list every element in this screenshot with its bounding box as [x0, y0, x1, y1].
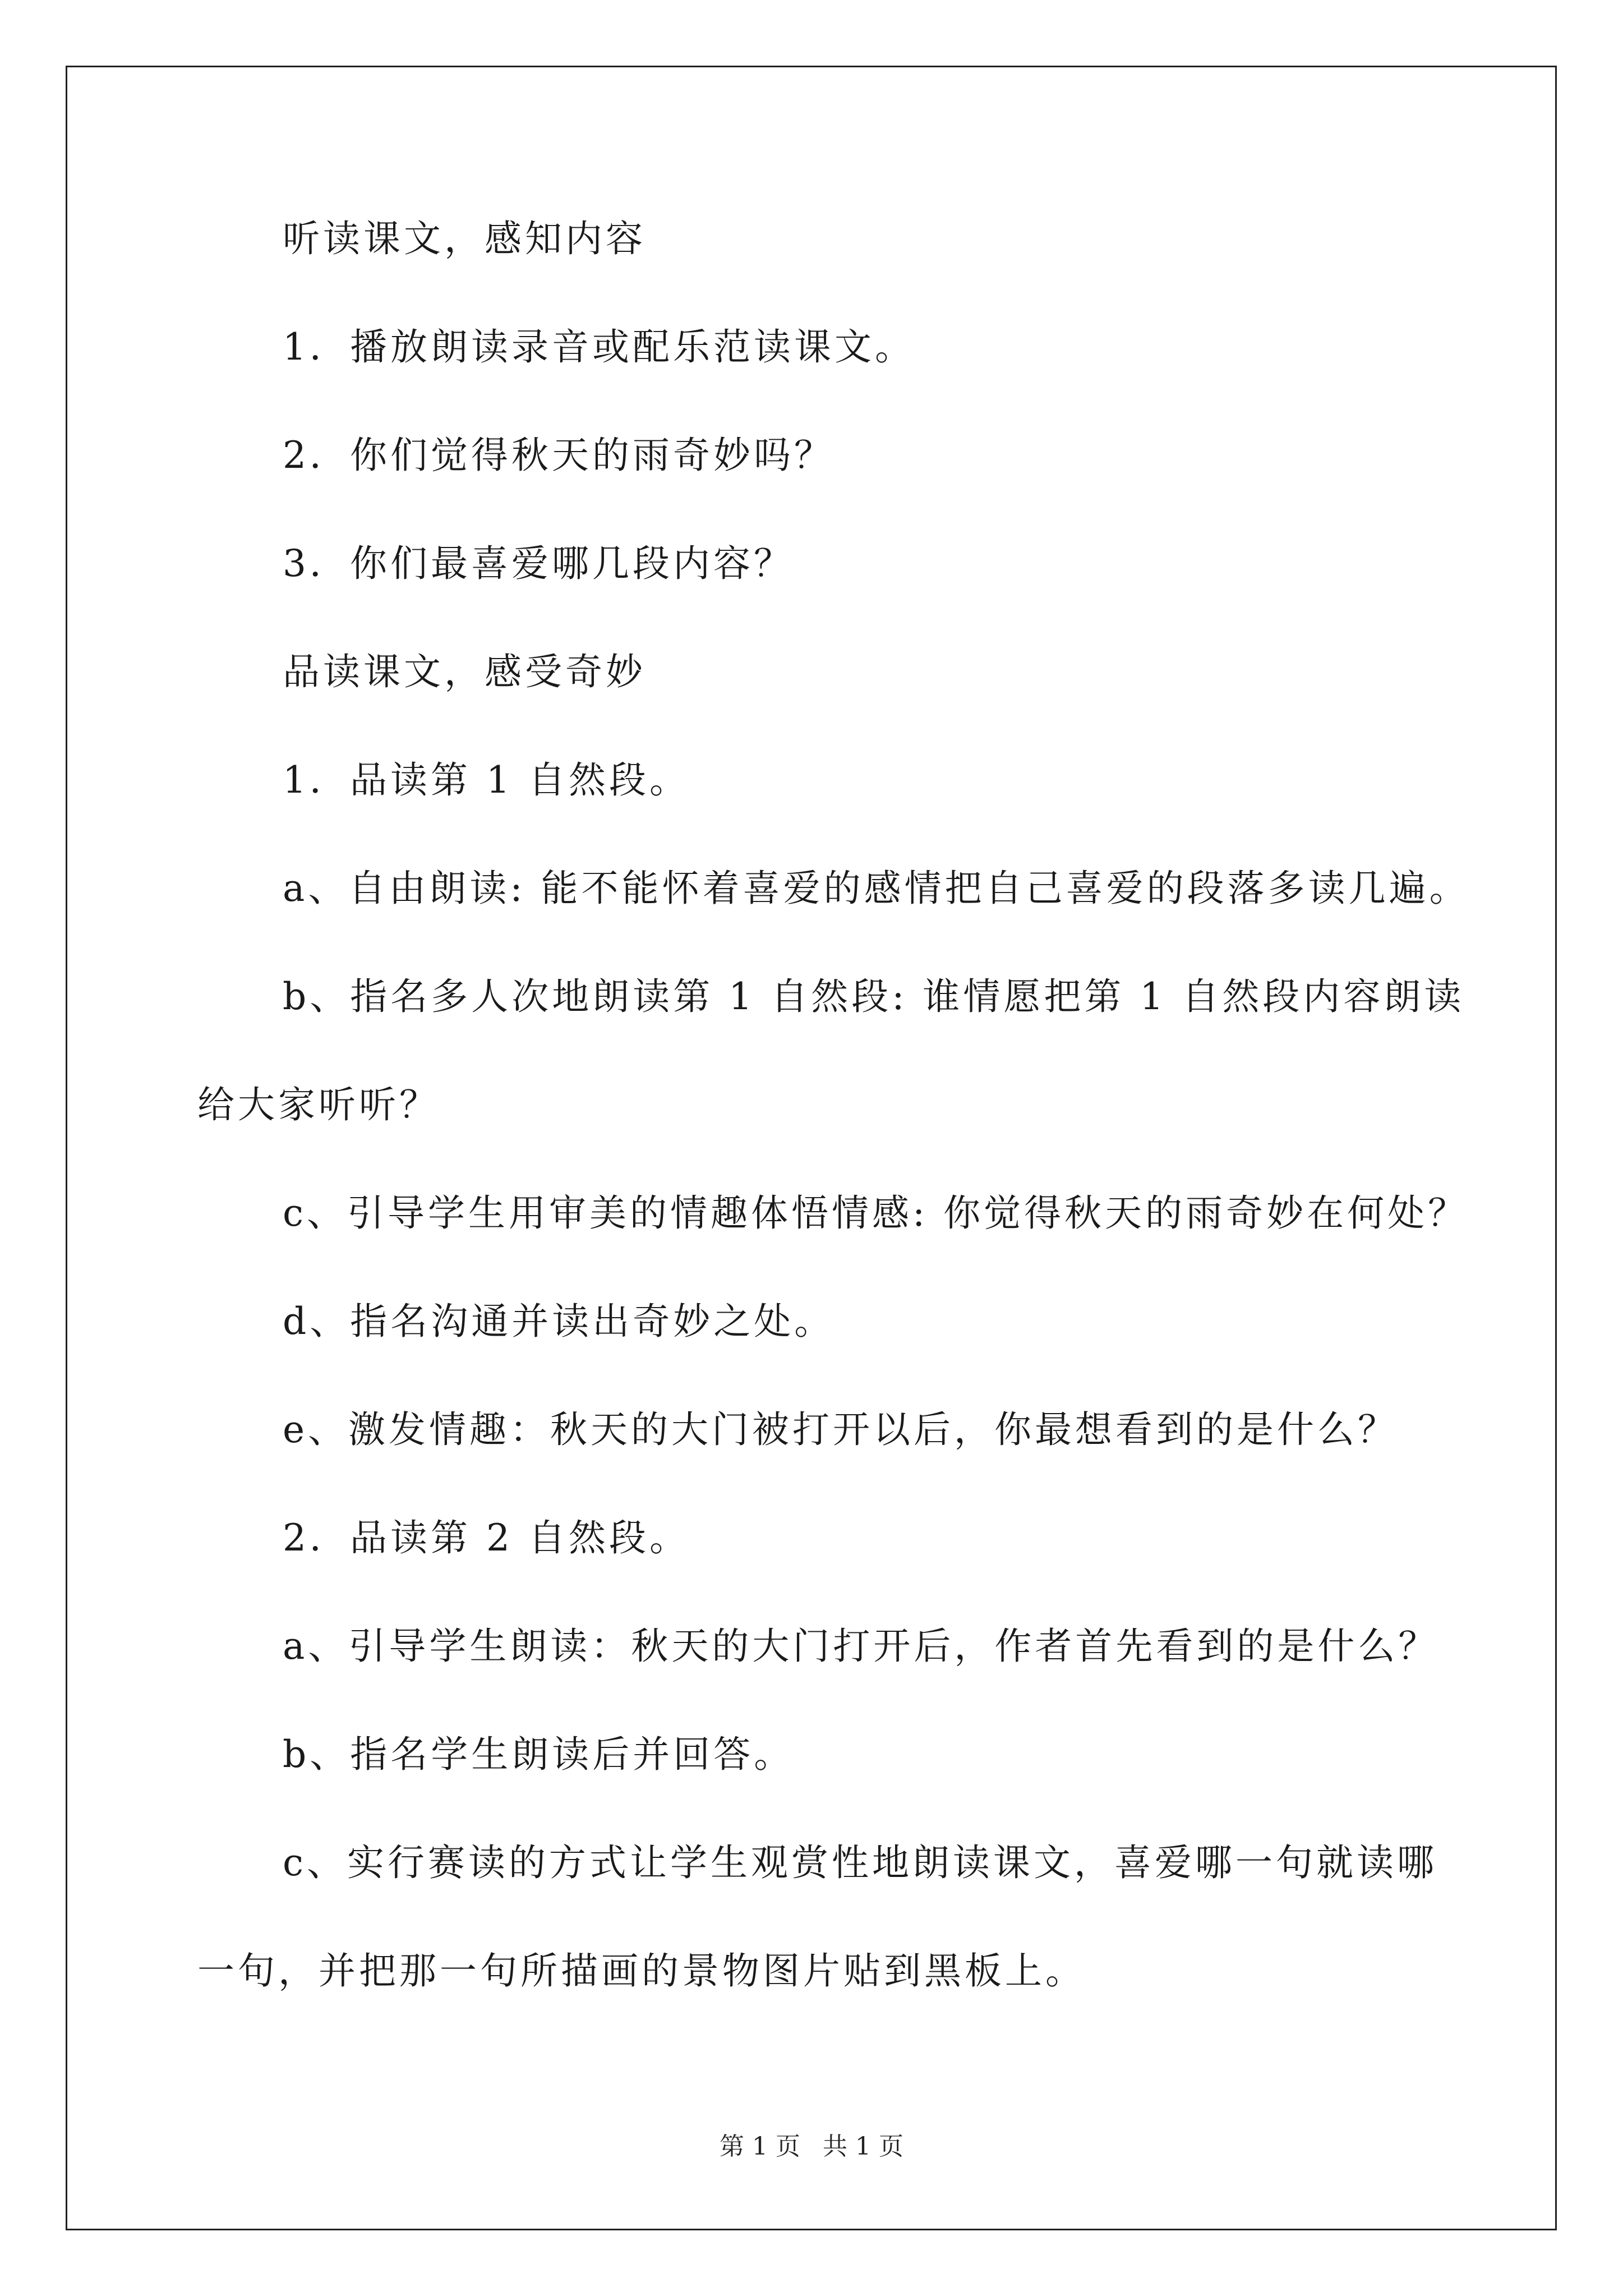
- section-heading: 听读课文，感知内容: [283, 217, 646, 260]
- paragraph-continuation: 一句，并把那一句所描画的景物图片贴到黑板上。: [197, 1949, 1086, 1993]
- page-total: 共 1 页: [823, 2132, 903, 2161]
- paragraph: b、指名学生朗读后并回答。: [283, 1733, 795, 1776]
- paragraph: 1．品读第 1 自然段。: [283, 758, 690, 802]
- page-footer: [0, 2134, 1623, 2159]
- section-heading: 品读课文，感受奇妙: [283, 650, 646, 693]
- paragraph: 2．品读第 2 自然段。: [283, 1516, 690, 1559]
- paragraph: a、自由朗读: 能不能怀着喜爱的感情把自己喜爱的段落多读几遍。: [283, 867, 1470, 910]
- paragraph: 2．你们觉得秋天的雨奇妙吗？: [283, 434, 834, 477]
- paragraph: c、实行赛读的方式让学生观赏性地朗读课文，喜爱哪一句就读哪: [283, 1841, 1437, 1884]
- paragraph: e、激发情趣：秋天的大门被打开以后，你最想看到的是什么？: [283, 1408, 1399, 1451]
- paragraph: a、引导学生朗读：秋天的大门打开后，作者首先看到的是什么？: [283, 1625, 1439, 1668]
- page-number: 第 1 页: [720, 2132, 800, 2161]
- paragraph: d、指名沟通并读出奇妙之处。: [283, 1300, 835, 1343]
- page-border: [66, 66, 1557, 2230]
- paragraph-continuation: 给大家听听？: [197, 1083, 440, 1126]
- paragraph: 1．播放朗读录音或配乐范读课文。: [283, 325, 915, 369]
- paragraph: 3．你们最喜爱哪几段内容？: [283, 542, 794, 585]
- paragraph: c、引导学生用审美的情趣体悟情感: 你觉得秋天的雨奇妙在何处？: [283, 1191, 1469, 1235]
- paragraph: b、指名多人次地朗读第 1 自然段: 谁情愿把第 1 自然段内容朗读: [283, 975, 1465, 1018]
